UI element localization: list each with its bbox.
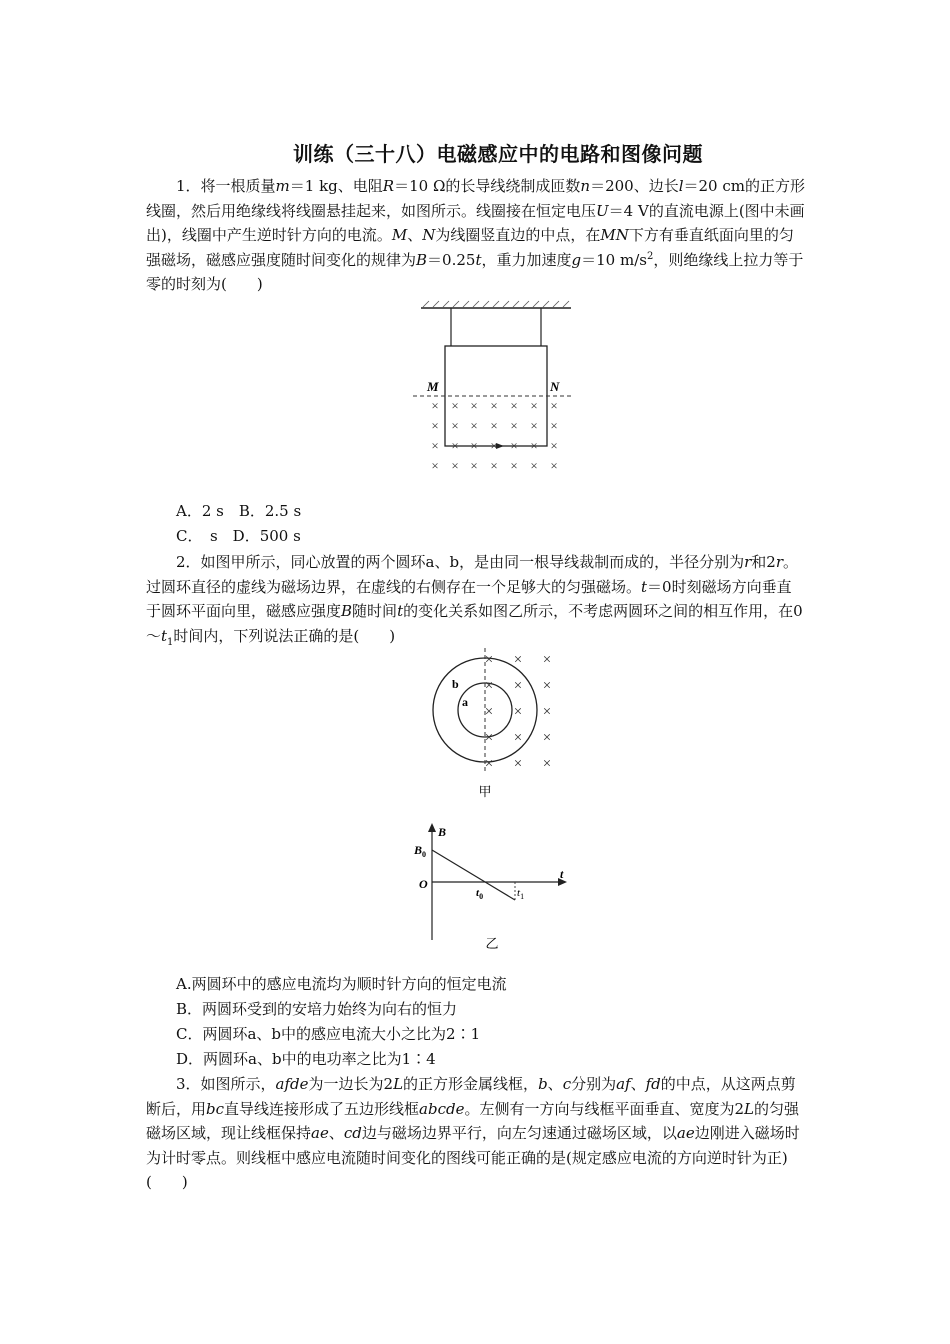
field-cross: × [542, 678, 552, 694]
field-cross: × [513, 678, 523, 694]
question-2-option-d: D．两圆环a、b中的电功率之比为1∶4 [176, 1050, 436, 1068]
field-cross: × [484, 756, 494, 772]
field-cross: × [490, 418, 498, 433]
field-cross: × [470, 418, 478, 433]
field-cross: × [550, 418, 558, 433]
ring-b-label: b [452, 677, 459, 691]
tick-b0: $B_0$ [414, 843, 427, 859]
field-cross: × [513, 730, 523, 746]
figure-coil [405, 298, 575, 480]
field-cross: × [490, 438, 498, 453]
figure-yi [410, 818, 580, 956]
field-cross: × [490, 458, 498, 473]
field-cross: × [550, 438, 558, 453]
question-3-text: 3．如图所示，afde为一边长为2L的正方形金属线框，b、c分别为af、fd的中点，从这两点剪断后，用bc直导线连接形成了五边形线框abcde。左侧有一方向与线框平面垂直、宽度为2L的匀强磁场区域，现让线框保持ae、cd边与磁场边界平行，向左匀速通过磁场区域，以ae边刚进入磁场时为计时零点。则线框中感应电流随时间变化的图线可能正确的是(规定感应电流的方向逆时针为正)( ) [146, 1075, 800, 1191]
field-cross: × [431, 418, 439, 433]
field-cross: × [510, 438, 518, 453]
field-cross: × [484, 704, 494, 720]
field-cross: × [431, 398, 439, 413]
axis-label-t: t [560, 867, 564, 881]
field-cross: × [530, 398, 538, 413]
caption-jia: 甲 [478, 784, 492, 799]
magnetic-field-crosses [431, 398, 557, 473]
question-1-options-cd: C． s D．500 s [176, 527, 301, 545]
field-cross: × [513, 756, 523, 772]
field-cross: × [490, 398, 498, 413]
field-cross: × [530, 458, 538, 473]
field-cross: × [451, 398, 459, 413]
question-2-option-a: A.两圆环中的感应电流均为顺时针方向的恒定电流 [176, 975, 507, 993]
origin-label: O [419, 877, 428, 891]
question-2-option-b: B．两圆环受到的安培力始终为向右的恒力 [176, 1000, 458, 1018]
field-cross: × [451, 418, 459, 433]
ring-a-label: a [462, 695, 468, 709]
field-cross: × [542, 756, 552, 772]
field-cross: × [484, 678, 494, 694]
figure-jia [425, 648, 565, 803]
field-cross: × [513, 704, 523, 720]
label-n: N [550, 379, 560, 394]
field-cross: × [542, 652, 552, 668]
tick-t0: $t_0$ [476, 887, 484, 901]
field-cross: × [470, 398, 478, 413]
field-cross: × [431, 458, 439, 473]
field-cross: × [470, 458, 478, 473]
field-cross: × [530, 418, 538, 433]
field-cross: × [510, 458, 518, 473]
field-cross: × [431, 438, 439, 453]
axis-label-b: B [438, 825, 447, 839]
field-cross: × [470, 438, 478, 453]
field-cross: × [484, 652, 494, 668]
caption-yi: 乙 [485, 936, 499, 951]
field-cross: × [513, 652, 523, 668]
tick-t1: $t_1$ [517, 887, 525, 901]
field-cross: × [451, 458, 459, 473]
field-cross: × [550, 458, 558, 473]
label-m: M [427, 379, 439, 394]
field-cross: × [510, 418, 518, 433]
question-2-option-c: C．两圆环a、b中的感应电流大小之比为2∶1 [176, 1025, 481, 1043]
field-cross: × [451, 438, 459, 453]
question-1-text: 1．将一根质量m＝1 kg、电阻R＝10 Ω的长导线绕制成匝数n＝200、边长l＝20 cm的正方形线圈，然后用绝缘线将线圈悬挂起来，如图所示。线圈接在恒定电压U＝4 V的直流电源上(图中未画出)，线圈中产生逆时针方向的电流。M、N为线圈竖直边的中点，在MN下方有垂直纸面向里的匀强磁场，磁感应强度随时间变化的规律为B＝0.25t，重力加速度g＝10 $m/s^2$，则绝缘线上拉力等于零的时刻为( ) [146, 177, 805, 293]
field-cross: × [550, 398, 558, 413]
question-1-options-ab: A．2 s B．2.5 s [176, 502, 302, 520]
field-cross: × [542, 730, 552, 746]
field-cross: × [542, 704, 552, 720]
question-2-text: 2．如图甲所示，同心放置的两个圆环a、b，是由同一根导线裁制而成的，半径分别为r和2r。过圆环直径的虚线为磁场边界，在虚线的右侧存在一个足够大的匀强磁场。t＝0时刻磁场方向垂直于圆环平面向里，磁感应强度B随时间t的变化关系如图乙所示，不考虑两圆环之间的相互作用，在$0\sim t_1$时间内，下列说法正确的是( ) [146, 553, 803, 648]
page-title: 训练（三十八）电磁感应中的电路和图像问题 [293, 142, 703, 166]
field-cross: × [530, 438, 538, 453]
field-cross: × [484, 730, 494, 746]
field-cross: × [510, 398, 518, 413]
